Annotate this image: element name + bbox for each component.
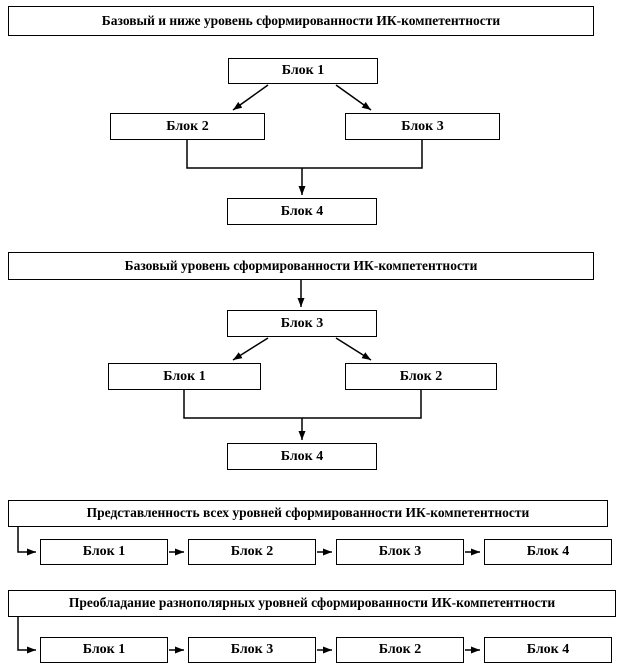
- section3-chain-2: Блок 2: [188, 539, 316, 565]
- section2-block-right: Блок 2: [345, 363, 497, 390]
- section3-chain-4: Блок 4: [484, 539, 612, 565]
- section2-block-left: Блок 1: [108, 363, 261, 390]
- merge-line-s1: [187, 140, 422, 168]
- section1-title: Базовый и ниже уровень сформированности ИК-компетентности: [8, 6, 594, 36]
- section1-connectors: [187, 85, 422, 195]
- section2-block-bottom: Блок 4: [227, 443, 377, 470]
- section4-title: Преобладание разнополярных уровней сформированности ИК-компетентности: [8, 590, 616, 617]
- section4-chain-1: Блок 1: [40, 637, 168, 663]
- arrow-s2-top-to-right: [336, 338, 371, 360]
- elbow-arrow-s3: [18, 527, 36, 552]
- arrow-s1-top-to-left: [233, 85, 268, 110]
- section4-chain-3: Блок 2: [336, 637, 464, 663]
- section3-chain-1: Блок 1: [40, 539, 168, 565]
- section1-block-left: Блок 2: [110, 113, 265, 140]
- section2-block-top: Блок 3: [227, 310, 377, 337]
- elbow-arrow-s4: [18, 617, 36, 650]
- arrow-s2-top-to-left: [233, 338, 268, 360]
- section1-block-right: Блок 3: [345, 113, 500, 140]
- section4-chain-4: Блок 4: [484, 637, 612, 663]
- section3-chain-3: Блок 3: [336, 539, 464, 565]
- arrow-s1-top-to-right: [336, 85, 371, 110]
- section2-connectors: [184, 280, 421, 440]
- section3-title: Представленность всех уровней сформированности ИК-компетентности: [8, 500, 608, 527]
- section1-block-top: Блок 1: [228, 58, 378, 84]
- section1-block-bottom: Блок 4: [227, 198, 377, 225]
- merge-line-s2: [184, 390, 421, 418]
- section2-title: Базовый уровень сформированности ИК-компетентности: [8, 252, 594, 280]
- section4-chain-2: Блок 3: [188, 637, 316, 663]
